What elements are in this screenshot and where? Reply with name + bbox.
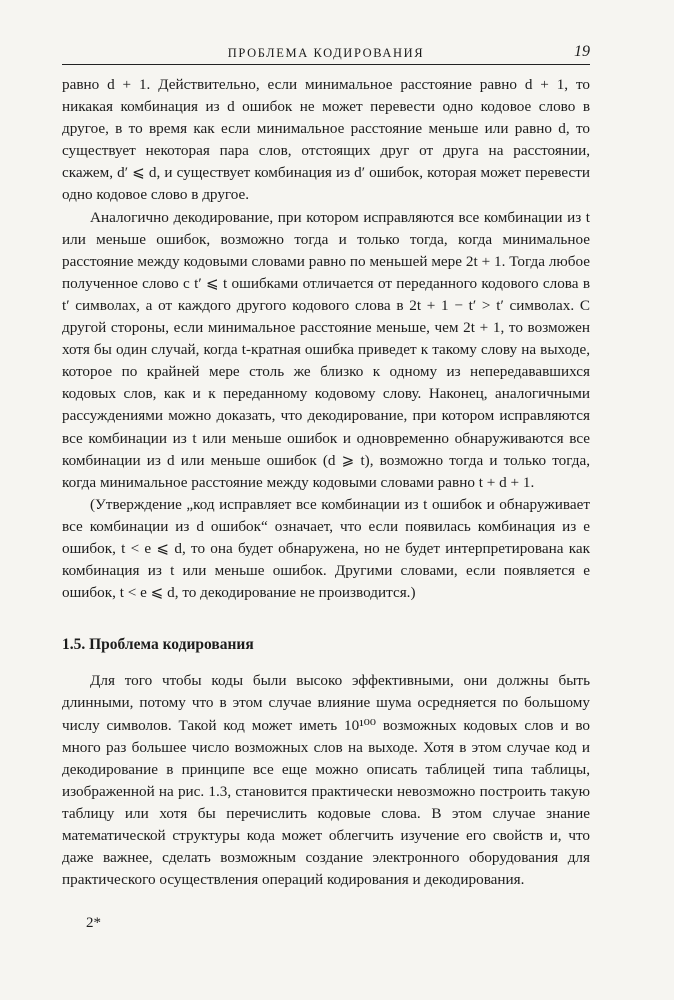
body-text	[62, 74, 590, 891]
paragraph-remark: (Утверждение „код исправляет все комбинации из t ошибок и обнаруживает все комбинации из d ошибок“ означает, что если появилась комбинация из e ошибок, t < e ⩽ d, то она будет обнаружена, но не будет интерпретирована как комбинация из t или меньше ошибок. Другими словами, если появляется e ошибок, t < e ⩽ d, то декодирование не производится.)	[62, 495, 590, 602]
section-heading: 1.5. Проблема кодирования	[62, 636, 254, 654]
paragraph-decoding: Аналогично декодирование, при котором исправляются все комбинации из t или меньше ошибок, возможно тогда и только тогда, когда минимальное расстояние между кодовыми словами равно по меньшей мере 2t + 1. Тогда любое полученное слово с t′ ⩽ t ошибками отличается от переданного кодового слова в t′ символах, а от каждого другого кодового слова в 2t + 1 − t′ > t′ символах. С другой стороны, если минимальное расстояние меньше, чем 2t + 1, то возможен хотя бы один случай, когда t-кратная ошибка приведет к такому слову на выходе, которое по крайней мере столь же близко к одному из непередававшихся кодовых слов, как и к переданному кодовому слову. Наконец, аналогичными рассуждениями можно доказать, что декодирование, при котором исправляются все комбинации из t или меньше ошибок и одновременно обнаруживаются все комбинации из d или меньше ошибок (d ⩾ t), возможно тогда и только тогда, когда минимальное расстояние между кодовыми словами равно t + d + 1.	[62, 208, 590, 491]
page-number: 19	[574, 43, 590, 60]
running-head-title: ПРОБЛЕМА КОДИРОВАНИЯ	[227, 46, 425, 60]
section-paragraph: Для того чтобы коды были высоко эффективными, они должны быть длинными, потому что в этом случае влияние шума осредняется по большому числу символов. Такой код может иметь 10¹⁰⁰ возможных кодовых слов и во много раз большее число возможных слов на выходе. Хотя в этом случае код и декодирование в принципе все еще можно описать таблицей типа таблицы, изображенной на рис. 1.3, становится практически невозможно построить такую таблицу или хотя бы перечислить кодовые слова. В этом случае знание математической структуры кода может облегчить изучение его свойств и, что даже важнее, сделать возможным создание электронного оборудования для практического осуществления операций кодирования и декодирования.	[62, 672, 590, 889]
running-head	[62, 38, 590, 65]
paragraph-continued: равно d + 1. Действительно, если минимальное расстояние равно d + 1, то никакая комбинация из d ошибок не может перевести одно кодовое слово в другое, в то время как если минимальное расстояние меньше или равно d, то существует некоторая пара слов, отстоящих друг от друга на расстоянии, скажем, d′ ⩽ d, и существует комбинация из d′ ошибок, которая может перевести одно кодовое слово в другое.	[62, 76, 590, 204]
book-page	[62, 38, 590, 891]
signature-mark: 2*	[86, 915, 101, 931]
